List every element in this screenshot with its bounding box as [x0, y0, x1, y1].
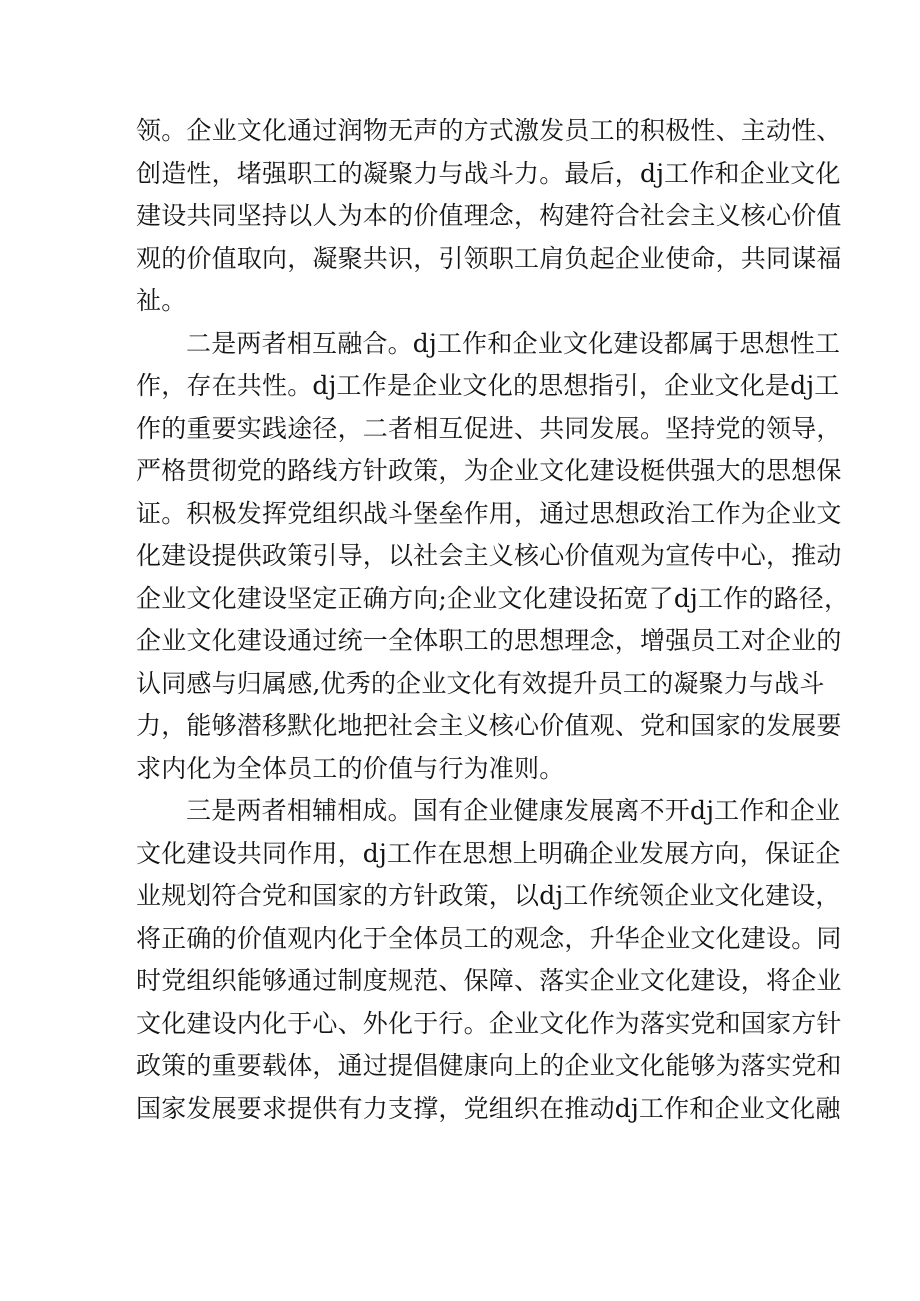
text-line: 作，存在共性。dj工作是企业文化的思想指引，企业文化是dj工 — [136, 371, 840, 400]
text-line: 观的价值取向，凝聚共识，引领职工肩负起企业使命，共同谋福 — [136, 243, 842, 273]
document-body — [136, 110, 850, 1130]
text-line: 化建设提供政策引导，以社会主义核心价值观为宣传中心，推动 — [136, 541, 842, 570]
text-line: 政策的重要载体，通过提倡健康向上的企业文化能够为落实党和 — [136, 1051, 842, 1080]
text-line: 文化建设内化于心、外化于行。企业文化作为落实党和国家方针 — [136, 1008, 842, 1038]
text-line: 领。企业文化通过润物无声的方式激发员工的积极性、主动性、 — [136, 116, 842, 145]
paragraph-start-line: 三是两者相辅相成。国有企业健康发展离不开dj工作和企业 — [186, 796, 841, 825]
text-line: 证。积极发挥党组织战斗堡垒作用，通过思想政治工作为企业文 — [136, 498, 842, 528]
text-line: 时党组织能够通过制度规范、保障、落实企业文化建设，将企业 — [136, 966, 842, 995]
text-line: 祉。 — [136, 286, 187, 315]
text-line: 文化建设共同作用，dj工作在思想上明确企业发展方向，保证企 — [136, 838, 841, 868]
text-line: 企业文化建设通过统一全体职工的思想理念，增强员工对企业的 — [136, 626, 842, 655]
text-line: 国家发展要求提供有力支撑，党组织在推动dj工作和企业文化融 — [136, 1093, 841, 1123]
text-line: 认同感与归属感,优秀的企业文化有效提升员工的凝聚力与战斗 — [136, 668, 825, 698]
text-line: 将正确的价值观内化于全体员工的观念，升华企业文化建设。同 — [136, 923, 842, 953]
text-line: 求内化为全体员工的价值与行为准则。 — [136, 753, 565, 783]
text-line: 创造性，堵强职工的凝聚力与战斗力。最后，dj工作和企业文化 — [136, 158, 841, 188]
text-line: 严格贯彻党的路线方针政策，为企业文化建设梃供强大的思想保 — [136, 456, 842, 485]
text-line: 建设共同坚持以人为本的价值理念，构建符合社会主义核心价值 — [136, 201, 842, 230]
text-line: 作的重要实践途径，二者相互促进、共同发展。坚持党的领导， — [136, 413, 842, 443]
text-line: 企业文化建设坚定正确方向;企业文化建设拓宽了dj工作的路径， — [136, 583, 850, 613]
text-line: 力，能够潜移默化地把社会主义核心价值观、党和国家的发展要 — [136, 711, 842, 740]
text-line: 业规划符合党和国家的方针政策，以dj工作统领企业文化建设， — [136, 881, 841, 910]
paragraph-start-line: 二是两者相互融合。dj工作和企业文化建设都属于思想性工 — [186, 328, 841, 358]
